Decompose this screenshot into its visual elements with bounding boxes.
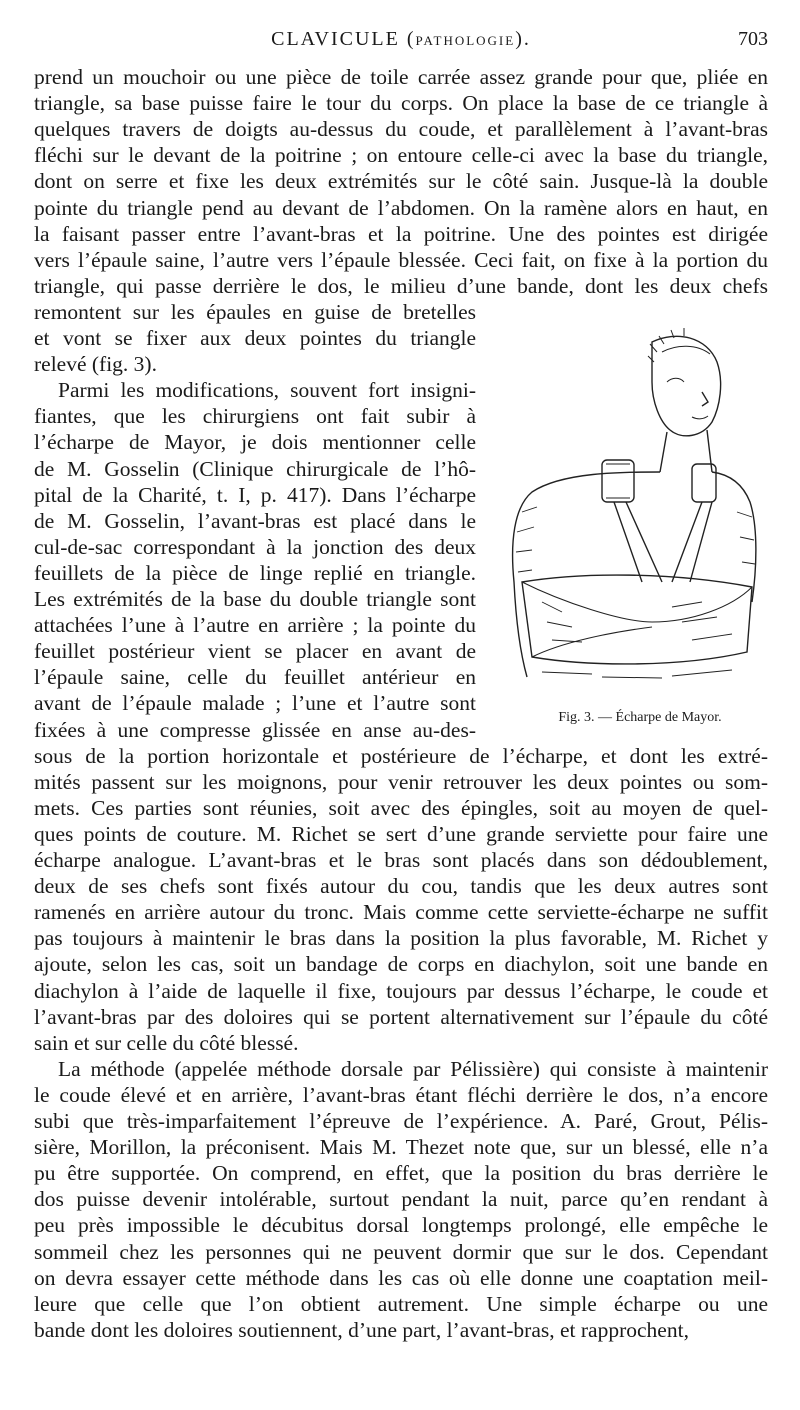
text-line: la faisant passer entre l’avant-bras et la poitrine. Une des pointes est dirigée — [34, 221, 768, 246]
text-line: écharpe analogue. L’avant-bras et le bras sont placés dans son dédoublement, — [34, 848, 768, 872]
text-line: pu être supportée. On comprend, en effet, que la position du bras derrière le — [34, 1161, 768, 1186]
text-line: triangle, qui passe derrière le dos, le milieu d’une bande, dont les deux chefs — [34, 273, 768, 298]
text-line: dos puisse devenir intolérable, surtout pendant la nuit, parce qu’en rendant à — [34, 1187, 768, 1212]
text-line: diachylon à l’aide de laquelle il fixe, toujours par dessus l’écharpe, le coude et — [34, 978, 768, 1003]
text-line: sain et sur celle du côté blessé. — [34, 1030, 299, 1055]
text-line: sommeil chez les personnes qui ne peuvent dormir que sur le dos. Cependant — [34, 1239, 768, 1264]
text-line: deux de ses chefs sont fixés autour du cou, tandis que les deux autres sont — [34, 874, 768, 899]
text-line: dont on serre et fixe les deux extrémités sur le côté sain. Jusque-là la double — [34, 169, 768, 194]
text-line: quelques travers de doigts au-dessus du coude, et parallèlement à l’avant-bras — [34, 117, 768, 142]
text-line: La méthode (appelée méthode dorsale par Pélissière) qui consiste à maintenir — [58, 1056, 768, 1081]
text-line: subi que très-imparfaitement l’épreuve de l’expérience. A. Paré, Grout, Pélis- — [34, 1109, 768, 1133]
running-title — [34, 28, 768, 51]
text-line: sière, Morillon, la préconisent. Mais M. Thezet note que, sur un blessé, elle n’a — [34, 1135, 768, 1160]
echarpe-illustration — [502, 322, 764, 694]
text-line: sous de la portion horizontale et postérieure de l’écharpe, et dont les extré- — [34, 743, 768, 768]
text-line: peu près impossible le décubitus dorsal longtemps prolongé, elle empêche le — [34, 1213, 768, 1238]
text-line: Les extrémités de la base du double triangle sont — [34, 587, 476, 611]
text-line: triangle, sa base puisse faire le tour du corps. On place la base de ce triangle à — [34, 91, 768, 116]
text-line: de M. Gosselin, l’avant-bras est placé dans le — [34, 508, 476, 533]
text-line: mités passent sur les moignons, pour venir retrouver les deux pointes ou som- — [34, 769, 768, 794]
text-line: bande dont les doloires soutiennent, d’une part, l’avant-bras, et rapprochent, — [34, 1317, 689, 1342]
text-line: et vont se fixer aux deux pointes du triangle — [34, 326, 476, 350]
text-line: ramenés en arrière autour du tronc. Mais comme cette serviette-écharpe ne suffit — [34, 900, 768, 925]
figure-caption: Fig. 3. — Écharpe de Mayor. — [558, 710, 722, 725]
text-line: l’avant-bras par des doloires qui se portent alternativement sur l’épaule du côté — [34, 1004, 768, 1029]
text-line: pital de la Charité, t. I, p. 417). Dans l’écharpe — [34, 482, 476, 507]
text-line: pas toujours à maintenir le bras dans la position la plus favorable, M. Richet y — [34, 926, 768, 951]
text-line: vers l’épaule saine, l’autre vers l’épaule blessée. Ceci fait, on fixe à la portion du — [34, 247, 768, 272]
text-line: on devra essayer cette méthode dans les cas où elle donne une coaptation meil- — [34, 1265, 768, 1290]
text-line: fiantes, que les chirurgiens ont fait subir à — [34, 404, 476, 429]
text-line: fixées à une compresse glissée en anse au-des- — [34, 717, 476, 742]
text-line: relevé (fig. 3). — [34, 352, 157, 377]
page-number: 703 — [738, 28, 768, 50]
text-line: prend un mouchoir ou une pièce de toile carrée assez grande pour que, pliée en — [34, 65, 768, 89]
text-line: ques points de couture. M. Richet se sert d’une grande serviette pour faire une — [34, 821, 768, 846]
text-line: avant de l’épaule malade ; l’une et l’autre sont — [34, 691, 476, 716]
text-line: l’écharpe de Mayor, je dois mentionner celle — [34, 430, 476, 455]
text-line: feuillet postérieur vient se placer en avant de — [34, 639, 476, 664]
text-line: remontent sur les épaules en guise de bretelles — [34, 299, 476, 324]
running-header — [34, 28, 768, 54]
title-small: PATHOLOGIE — [415, 33, 516, 48]
text-line: Parmi les modifications, souvent fort insigni- — [58, 378, 476, 403]
figure-illustration — [502, 322, 764, 694]
text-line: feuillets de la pièce de linge replié en triangle. — [34, 560, 476, 585]
text-line: l’épaule saine, celle du feuillet antérieur en — [34, 665, 476, 690]
text-line: attachées l’une à l’autre en arrière ; la pointe du — [34, 613, 476, 638]
text-line: cul-de-sac correspondant à la jonction des deux — [34, 534, 476, 559]
text-line: pointe du triangle pend au devant de l’abdomen. On la ramène alors en haut, en — [34, 195, 768, 220]
text-line: de M. Gosselin (Clinique chirurgicale de l’hô- — [34, 456, 476, 481]
text-line: le coude élevé et en arrière, l’avant-bras étant fléchi derrière le dos, n’a encore — [34, 1082, 768, 1107]
title-main: CLAVICULE ( — [271, 28, 416, 50]
text-line: fléchi sur le devant de la poitrine ; on entoure celle-ci avec la base du triangle, — [34, 143, 768, 168]
text-line: ajoute, selon les cas, soit un bandage de corps en diachylon, soit une bande en — [34, 952, 768, 977]
text-line: mets. Ces parties sont réunies, soit avec des épingles, soit au moyen de quel- — [34, 795, 768, 820]
title-end: ). — [515, 28, 531, 50]
text-line: leure que celle que l’on obtient autrement. Une simple écharpe ou une — [34, 1291, 768, 1316]
